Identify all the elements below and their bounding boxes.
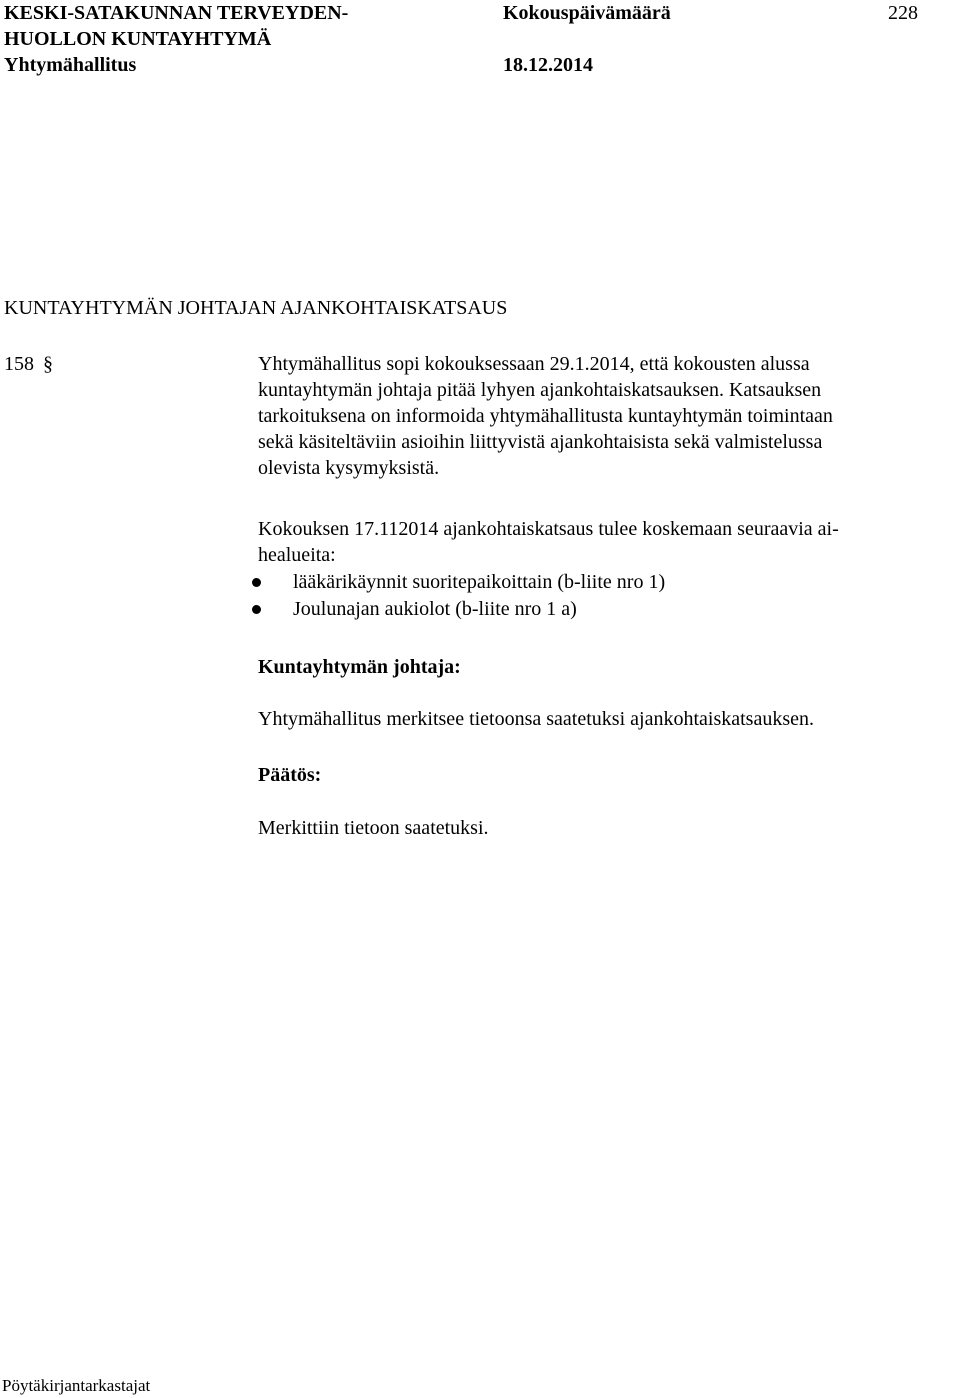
footer-minutes-reviewers-label: Pöytäkirjantarkastajat bbox=[2, 1376, 151, 1395]
meeting-date-value: 18.12.2014 bbox=[503, 54, 593, 76]
paragraph-line: sekä käsiteltäviin asioihin liittyvistä ajankohtaisista sekä valmistelussa bbox=[258, 431, 823, 453]
bullet-dot bbox=[252, 605, 261, 614]
section-sign: § bbox=[43, 353, 53, 375]
decision-heading: Päätös: bbox=[258, 764, 322, 786]
meeting-date-label: Kokouspäivämäärä bbox=[503, 2, 671, 24]
paragraph-line: kuntayhtymän johtaja pitää lyhyen ajankohtaiskatsauksen. Katsauksen bbox=[258, 379, 822, 401]
paragraph-line: olevista kysymyksistä. bbox=[258, 457, 440, 479]
bullet-item: Joulunajan aukiolot (b-liite nro 1 a) bbox=[293, 598, 577, 620]
decision-text: Merkittiin tietoon saatetuksi. bbox=[258, 817, 489, 839]
paragraph-line: tarkoituksena on informoida yhtymähallitusta kuntayhtymän toimintaan bbox=[258, 405, 833, 427]
paragraph-line: Yhtymähallitus sopi kokouksessaan 29.1.2014, että kokousten alussa bbox=[258, 353, 810, 375]
paragraph-line: healueita: bbox=[258, 544, 336, 566]
bullet-item: lääkärikäynnit suoritepaikoittain (b-liite nro 1) bbox=[293, 571, 666, 593]
section-number-value: 158 bbox=[4, 353, 34, 375]
page-number: 228 bbox=[888, 2, 918, 24]
organization-name-line1: KESKI-SATAKUNNAN TERVEYDEN- bbox=[4, 2, 349, 24]
organization-name-line2: HUOLLON KUNTAYHTYMÄ bbox=[4, 28, 272, 50]
section-number bbox=[4, 351, 53, 377]
section-title: KUNTAYHTYMÄN JOHTAJAN AJANKOHTAISKATSAUS bbox=[4, 297, 508, 319]
governing-body-name: Yhtymähallitus bbox=[4, 54, 137, 76]
proposal-heading: Kuntayhtymän johtaja: bbox=[258, 656, 461, 678]
paragraph-line: Kokouksen 17.112014 ajankohtaiskatsaus tulee koskemaan seuraavia ai- bbox=[258, 518, 839, 540]
proposal-text: Yhtymähallitus merkitsee tietoonsa saatetuksi ajankohtaiskatsauksen. bbox=[258, 708, 814, 730]
bullet-dot bbox=[252, 578, 261, 587]
